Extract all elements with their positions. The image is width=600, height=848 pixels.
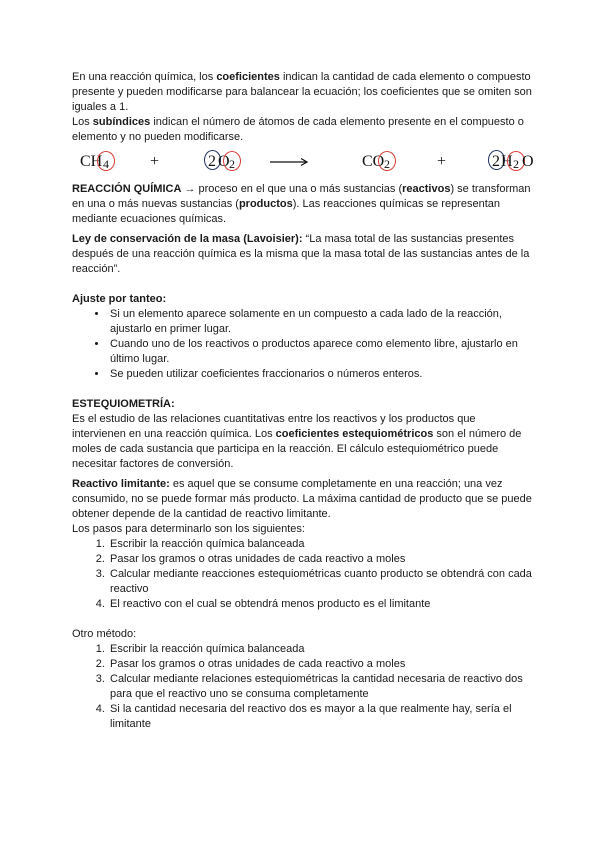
ley-conservacion: Ley de conservación de la masa (Lavoisier): “La masa total de las sustancias presentes después de una reacción química es la misma que la masa total de las sustancias antes de la reacción”. (72, 233, 530, 275)
reactivo-limitante: Reactivo limitante: es aquel que se consume completamente en una reacción; una vez consumido, no se puede formar más producto. La máxima cantidad de producto que se puede obtener depende de la cantidad de reactivo limitante. (72, 478, 532, 520)
ajuste-list (72, 307, 532, 382)
pasos-intro: Los pasos para determinarlo son los siguientes: (72, 523, 305, 535)
list-item: 1. Escribir la reacción química balanceada (108, 537, 532, 552)
eq-h2o-end: O (522, 153, 534, 170)
list-item: • Si un elemento aparece solamente en un compuesto a cada lado de la reacción, ajustarlo en primer lugar. (108, 307, 532, 337)
chemical-equation (72, 148, 532, 178)
list-item: 3. Calcular mediante reacciones estequiométricas cuanto producto se obtendrá con cada reactivo (108, 567, 532, 597)
intro-subindices: Los subíndices indican el número de átomos de cada elemento presente en el compuesto o elemento y no pueden modificarse. (72, 116, 524, 143)
eq-h2o: H (501, 153, 513, 170)
estequiometria-title: ESTEQUIOMETRÍA: (72, 398, 175, 410)
list-item: • Se pueden utilizar coeficientes fraccionarios o números enteros. (108, 367, 532, 382)
list-item: 2. Pasar los gramos o otras unidades de cada reactivo a moles (108, 552, 532, 567)
eq-ch4-sub: 4 (103, 157, 109, 171)
eq-o2-sub: 2 (229, 157, 235, 171)
list-item: 3. Calcular mediante relaciones estequiométricas la cantidad necesaria de reactivo dos para que el reactivo uno se consuma completamente (108, 672, 532, 702)
list-item: • Cuando uno de los reactivos o productos aparece como elemento libre, ajustarlo en último lugar. (108, 337, 532, 367)
eq-plus-2: + (437, 153, 447, 170)
list-item: 4. Si la cantidad necesaria del reactivo dos es mayor a la que realmente hay, sería el limitante (108, 702, 532, 732)
eq-o2: O (218, 153, 230, 170)
subscript-circle (378, 151, 396, 171)
otro-metodo-intro: Otro método: (72, 628, 137, 640)
pasos-list (72, 537, 532, 612)
document-page (72, 70, 532, 732)
list-item: 2. Pasar los gramos o otras unidades de cada reactivo a moles (108, 657, 532, 672)
eq-co2: CO (362, 153, 385, 170)
list-item: 4. El reactivo con el cual se obtendrá menos producto es el limitante (108, 597, 532, 612)
eq-plus-1: + (150, 153, 160, 170)
reaccion-quimica-definition: REACCIÓN QUÍMICA → proceso en el que una o más sustancias (reactivos) se transforman en una o más nuevas sustancias (productos). Las reacciones químicas se representan mediante ecuaciones químicas. (72, 183, 531, 225)
otro-metodo-list (72, 642, 532, 732)
eq-co2-sub: 2 (384, 157, 390, 171)
intro-coeficientes: En una reacción química, los coeficientes indican la cantidad de cada elemento o compuesto presente y pueden modificarse para balancear la ecuación; los coeficientes que se omiten son iguales a 1. (72, 71, 532, 113)
eq-h2o-coef: 2 (492, 153, 500, 170)
eq-h2o-sub: 2 (513, 157, 519, 171)
eq-ch4: CH (80, 153, 103, 170)
reaction-arrow-icon (270, 157, 310, 167)
subscript-circle (97, 151, 115, 171)
estequiometria-definition: Es el estudio de las relaciones cuantitativas entre los reactivos y los productos que intervienen en una reacción química. Los coeficientes estequiométricos son el número de moles de cada sustancia que participa en la reacción. El cálculo estequiométrico puede necesitar factores de conversión. (72, 413, 522, 470)
list-item: 1. Escribir la reacción química balanceada (108, 642, 532, 657)
eq-o2-coef: 2 (208, 153, 216, 170)
subscript-circle (223, 151, 241, 171)
ajuste-title: Ajuste por tanteo: (72, 293, 167, 305)
